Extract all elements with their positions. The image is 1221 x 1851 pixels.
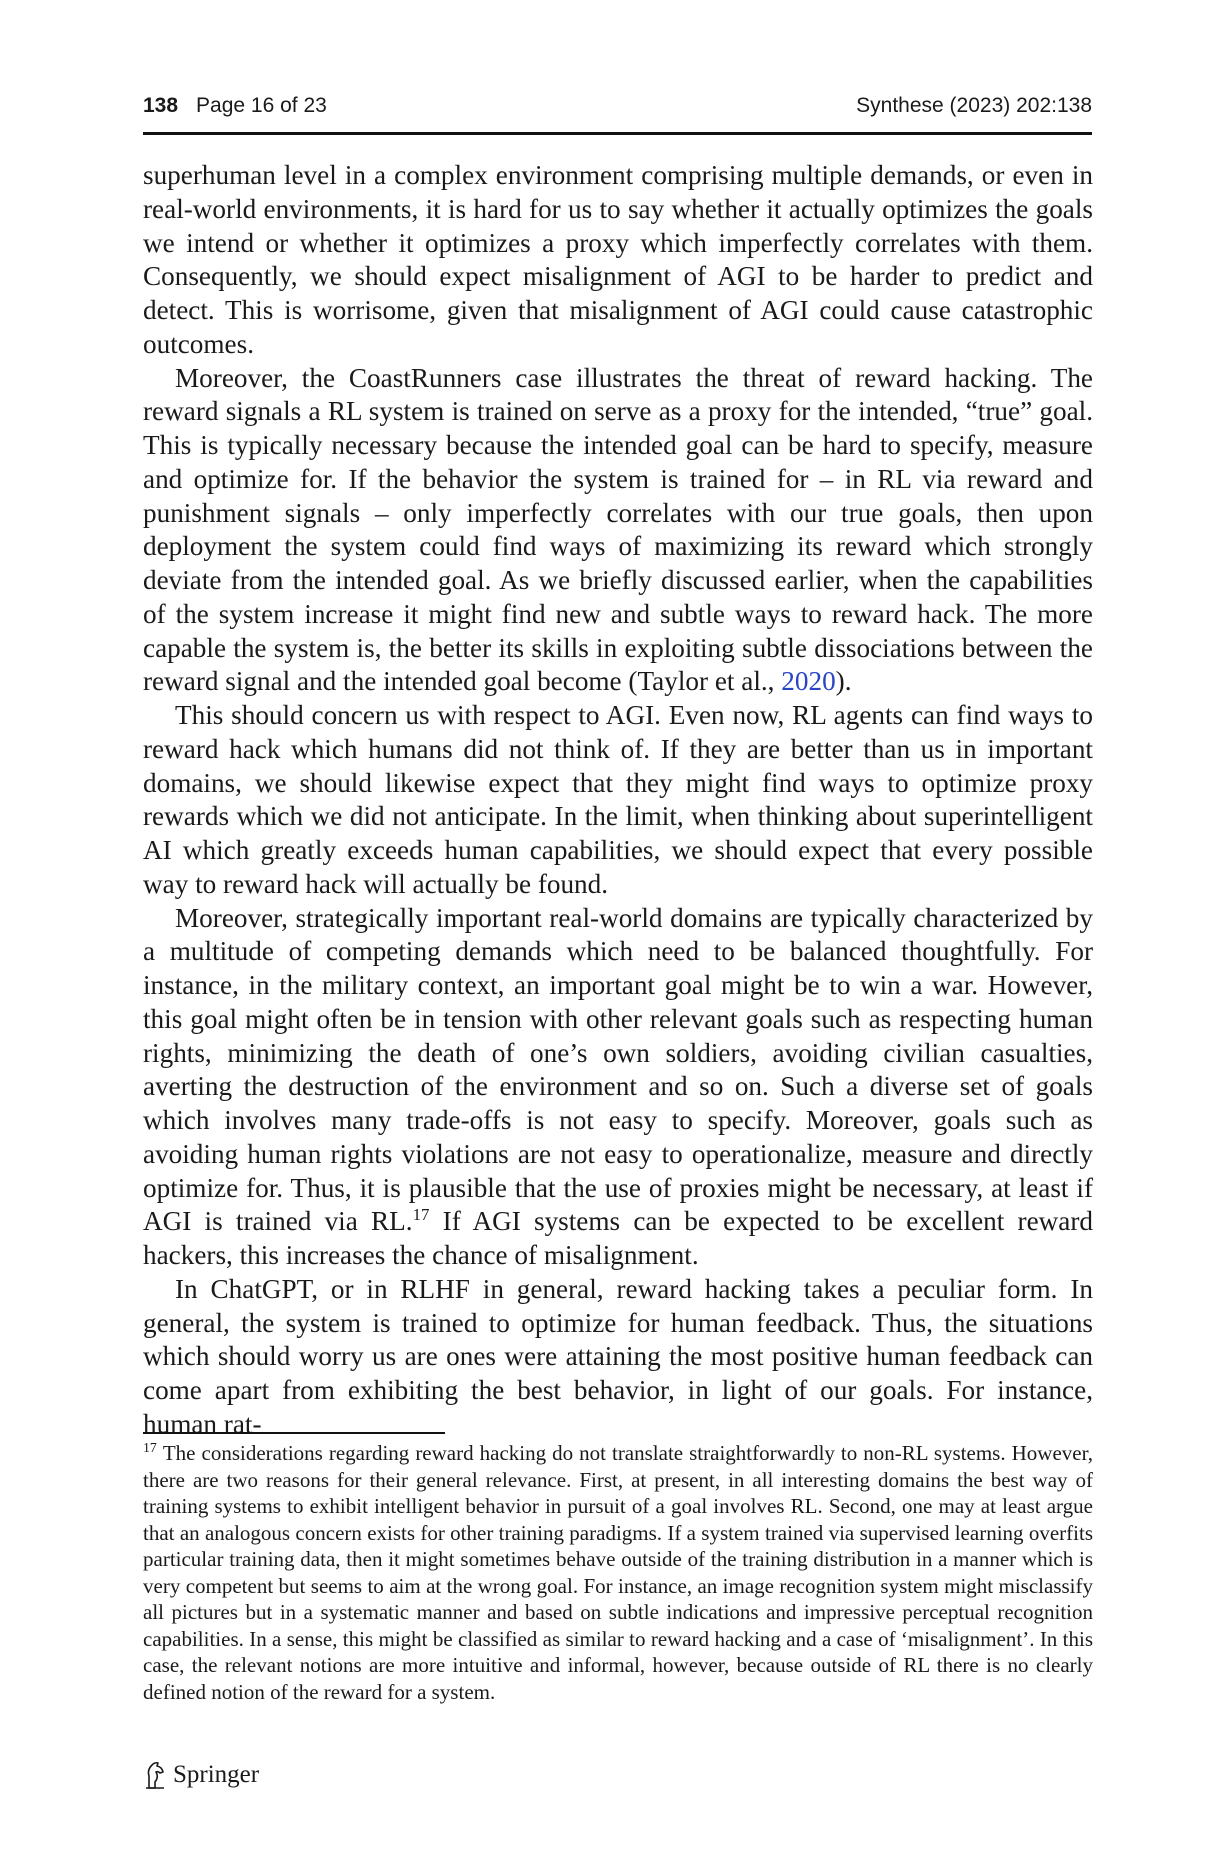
- page-number: 138: [143, 94, 179, 117]
- paragraph: superhuman level in a complex environment comprising multiple demands, or even in real-world environments, it is hard for us to say whether it actually optimizes the goals we intend or whether it optimizes a proxy which imperfectly correlates with them. Consequently, we should expect misalignment of AGI to be harder to predict and detect. This is worrisome, given that misalignment of AGI could cause catastrophic outcomes.: [143, 160, 1093, 359]
- journal-citation: Synthese (2023) 202:138: [856, 94, 1092, 117]
- running-header: [143, 92, 1092, 135]
- page-of-total: Page 16 of 23: [196, 94, 327, 117]
- paragraph-text: ).: [835, 666, 852, 697]
- citation-link[interactable]: 2020: [781, 666, 836, 697]
- footnote-divider: [143, 1432, 445, 1434]
- paragraph: [143, 902, 1093, 1273]
- paragraph: [143, 362, 1093, 700]
- footnote: [143, 1440, 1093, 1705]
- paragraph: In ChatGPT, or in RLHF in general, reward hacking takes a peculiar form. In general, the system is trained to optimize for human feedback. Thus, the situations which should worry us are ones were attaining the most positive human feedback can come apart from exhibiting the best behavior, in light of our goals. For instance, human rat-: [143, 1273, 1093, 1439]
- publisher-footer: [143, 1757, 259, 1793]
- main-text: [143, 159, 1093, 1442]
- paragraph-text: Moreover, strategically important real-world domains are typically characterized by a multitude of competing demands which need to be balanced thoughtfully. For instance, in the military context, an important goal might be to win a war. However, this goal might often be in tension with other relevant goals such as respecting human rights, minimizing the death of one’s own soldiers, avoiding civilian casualties, averting the destruction of the environment and so on. Such a diverse set of goals which involves many trade-offs is not easy to specify. Moreover, goals such as avoiding human rights violations are not easy to operationalize, measure and directly optimize for. Thus, it is plausible that the use of proxies might be necessary, at least if AGI is trained via RL.: [143, 902, 1093, 1237]
- paragraph: This should concern us with respect to AGI. Even now, RL agents can find ways to reward hack which humans did not think of. If they are better than us in important domains, we should likewise expect that they might find ways to optimize proxy rewards which we did not anticipate. In the limit, when thinking about superintelligent AI which greatly exceeds human capabilities, we should expect that every possible way to reward hack will actually be found.: [143, 700, 1093, 899]
- footnote-number: 17: [143, 1440, 157, 1455]
- footnote-text: The considerations regarding reward hacking do not translate straightforwardly to non-RL systems. However, there are two reasons for their general relevance. First, at present, in all interesting domains the best way of training systems to exhibit intelligent behavior in pursuit of a goal involves RL. Second, one may at least argue that an analogous concern exists for other training paradigms. If a system trained via supervised learning overfits particular training data, then it might sometimes behave outside of the training distribution in a manner which is very competent but seems to aim at the wrong goal. For instance, an image recognition system might misclassify all pictures but in a systematic manner and based on subtle indications and impressive perceptual recognition capabilities. In a sense, this might be classified as similar to reward hacking and a case of ‘misalignment’. In this case, the relevant notions are more intuitive and informal, however, because outside of RL there is no clearly defined notion of the reward for a system.: [143, 1441, 1093, 1704]
- header-left: [143, 92, 327, 120]
- footnote-reference[interactable]: 17: [412, 1205, 430, 1225]
- springer-horse-icon: [143, 1760, 167, 1790]
- paragraph-text: If AGI systems can be expected to be excellent reward hackers, this increases the chance of misalignment.: [143, 1206, 1093, 1270]
- publisher-name: Springer: [173, 1761, 260, 1788]
- paragraph-text: Moreover, the CoastRunners case illustrates the threat of reward hacking. The reward signals a RL system is trained on serve as a proxy for the intended, “true” goal. This is typically necessary because the intended goal can be hard to specify, measure and optimize for. If the behavior the system is trained for – in RL via reward and punishment signals – only imperfectly correlates with our true goals, then upon deployment the system could find ways of maximizing its reward which strongly deviate from the intended goal. As we briefly discussed earlier, when the capabilities of the system increase it might find new and subtle ways to reward hack. The more capable the system is, the better its skills in exploiting subtle dissociations between the reward signal and the intended goal become (Taylor et al.,: [143, 362, 1093, 697]
